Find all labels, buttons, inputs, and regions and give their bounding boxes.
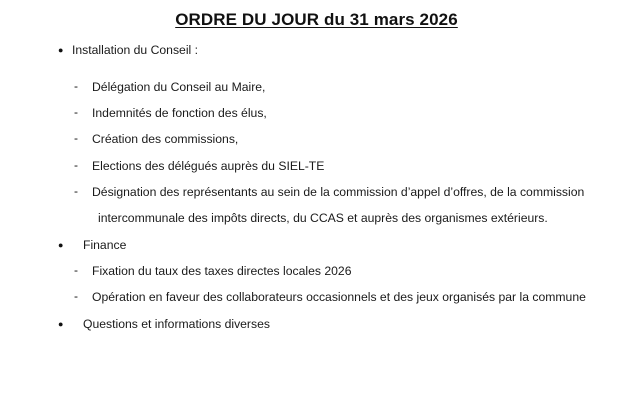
list-item: Création des commissions, <box>92 132 239 146</box>
dash-icon: - <box>74 79 78 93</box>
section-heading-finance: Finance <box>83 238 127 252</box>
list-item-continuation: intercommunale des impôts directs, du CCAS et auprès des organismes extérieurs. <box>98 211 548 225</box>
list-item: Délégation du Conseil au Maire, <box>92 80 266 94</box>
list-item: Indemnités de fonction des élus, <box>92 106 267 120</box>
list-item: Désignation des représentants au sein de la commission d’appel d’offres, de la commission <box>92 185 585 199</box>
dash-icon: - <box>74 105 78 119</box>
bullet-icon: ● <box>58 45 64 55</box>
dash-icon: - <box>74 289 78 303</box>
list-item: Fixation du taux des taxes directes locales 2026 <box>92 264 352 278</box>
dash-icon: - <box>74 184 78 198</box>
bullet-icon: ● <box>58 319 64 329</box>
section-heading-questions: Questions et informations diverses <box>83 317 270 331</box>
section-heading-installation: Installation du Conseil : <box>72 43 199 57</box>
list-item: Elections des délégués auprès du SIEL-TE <box>92 159 325 173</box>
dash-icon: - <box>74 131 78 145</box>
page-title: ORDRE DU JOUR du 31 mars 2026 <box>175 10 458 29</box>
dash-icon: - <box>74 263 78 277</box>
bullet-icon: ● <box>58 240 64 250</box>
dash-icon: - <box>74 158 78 172</box>
list-item: Opération en faveur des collaborateurs occasionnels et des jeux organisés par la commune <box>92 290 586 304</box>
